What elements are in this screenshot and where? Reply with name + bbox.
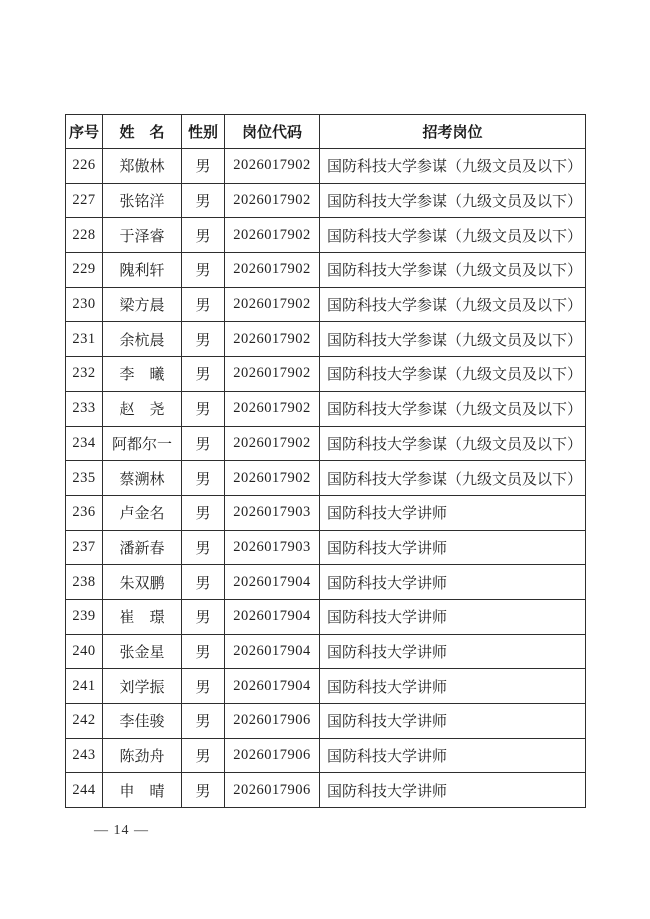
- cell-no: 244: [66, 773, 103, 808]
- table-row: [66, 495, 586, 530]
- cell-position: 国防科技大学参谋（九级文员及以下）: [320, 287, 586, 322]
- cell-no: 239: [66, 599, 103, 634]
- cell-code: 2026017902: [225, 391, 320, 426]
- cell-code: 2026017903: [225, 530, 320, 565]
- cell-name: 阿都尔一: [103, 426, 182, 461]
- cell-no: 235: [66, 461, 103, 496]
- cell-gender: 男: [182, 253, 225, 288]
- cell-code: 2026017902: [225, 287, 320, 322]
- cell-name: 隗利轩: [103, 253, 182, 288]
- cell-gender: 男: [182, 218, 225, 253]
- table-row: [66, 634, 586, 669]
- cell-position: 国防科技大学参谋（九级文员及以下）: [320, 357, 586, 392]
- cell-gender: 男: [182, 634, 225, 669]
- cell-no: 232: [66, 357, 103, 392]
- cell-name: 陈劲舟: [103, 738, 182, 773]
- cell-code: 2026017904: [225, 599, 320, 634]
- cell-name: 潘新春: [103, 530, 182, 565]
- table-body: [66, 149, 586, 808]
- cell-gender: 男: [182, 738, 225, 773]
- header-cell-no: 序号: [66, 115, 103, 149]
- cell-gender: 男: [182, 773, 225, 808]
- cell-gender: 男: [182, 357, 225, 392]
- cell-no: 226: [66, 149, 103, 184]
- cell-position: 国防科技大学讲师: [320, 773, 586, 808]
- table-row: [66, 738, 586, 773]
- table-row: [66, 149, 586, 184]
- cell-gender: 男: [182, 149, 225, 184]
- cell-name: 崔 璟: [103, 599, 182, 634]
- cell-gender: 男: [182, 530, 225, 565]
- cell-no: 241: [66, 669, 103, 704]
- cell-no: 238: [66, 565, 103, 600]
- table-row: [66, 218, 586, 253]
- cell-gender: 男: [182, 599, 225, 634]
- cell-gender: 男: [182, 391, 225, 426]
- table-row: [66, 599, 586, 634]
- table-row: [66, 357, 586, 392]
- cell-gender: 男: [182, 322, 225, 357]
- cell-gender: 男: [182, 426, 225, 461]
- page-number: — 14 —: [94, 823, 149, 838]
- header-cell-name: 姓 名: [103, 115, 182, 149]
- cell-gender: 男: [182, 704, 225, 739]
- table-row: [66, 322, 586, 357]
- cell-no: 242: [66, 704, 103, 739]
- table-row: [66, 253, 586, 288]
- table-row: [66, 461, 586, 496]
- cell-code: 2026017903: [225, 495, 320, 530]
- cell-position: 国防科技大学讲师: [320, 738, 586, 773]
- cell-no: 231: [66, 322, 103, 357]
- cell-name: 李佳骏: [103, 704, 182, 739]
- header-cell-code: 岗位代码: [225, 115, 320, 149]
- cell-code: 2026017902: [225, 149, 320, 184]
- cell-no: 227: [66, 183, 103, 218]
- cell-code: 2026017902: [225, 253, 320, 288]
- cell-no: 237: [66, 530, 103, 565]
- cell-code: 2026017904: [225, 669, 320, 704]
- cell-code: 2026017902: [225, 426, 320, 461]
- cell-position: 国防科技大学讲师: [320, 495, 586, 530]
- cell-code: 2026017904: [225, 565, 320, 600]
- header-cell-position: 招考岗位: [320, 115, 586, 149]
- cell-code: 2026017902: [225, 218, 320, 253]
- cell-gender: 男: [182, 669, 225, 704]
- cell-name: 蔡溯林: [103, 461, 182, 496]
- cell-name: 张金星: [103, 634, 182, 669]
- cell-code: 2026017902: [225, 461, 320, 496]
- cell-position: 国防科技大学讲师: [320, 634, 586, 669]
- table-row: [66, 183, 586, 218]
- cell-no: 243: [66, 738, 103, 773]
- cell-position: 国防科技大学参谋（九级文员及以下）: [320, 253, 586, 288]
- cell-no: 228: [66, 218, 103, 253]
- cell-code: 2026017902: [225, 322, 320, 357]
- cell-position: 国防科技大学参谋（九级文员及以下）: [320, 426, 586, 461]
- cell-position: 国防科技大学讲师: [320, 704, 586, 739]
- cell-code: 2026017906: [225, 738, 320, 773]
- cell-position: 国防科技大学讲师: [320, 565, 586, 600]
- cell-gender: 男: [182, 183, 225, 218]
- cell-no: 229: [66, 253, 103, 288]
- cell-position: 国防科技大学参谋（九级文员及以下）: [320, 218, 586, 253]
- cell-code: 2026017902: [225, 183, 320, 218]
- cell-code: 2026017906: [225, 773, 320, 808]
- cell-code: 2026017906: [225, 704, 320, 739]
- cell-position: 国防科技大学参谋（九级文员及以下）: [320, 461, 586, 496]
- cell-position: 国防科技大学讲师: [320, 599, 586, 634]
- cell-no: 234: [66, 426, 103, 461]
- table-row: [66, 669, 586, 704]
- cell-name: 余杭晨: [103, 322, 182, 357]
- header-cell-gender: 性别: [182, 115, 225, 149]
- cell-no: 233: [66, 391, 103, 426]
- cell-code: 2026017904: [225, 634, 320, 669]
- cell-name: 卢金名: [103, 495, 182, 530]
- table-row: [66, 704, 586, 739]
- cell-gender: 男: [182, 565, 225, 600]
- cell-name: 郑傲林: [103, 149, 182, 184]
- cell-name: 朱双鹏: [103, 565, 182, 600]
- cell-code: 2026017902: [225, 357, 320, 392]
- table-row: [66, 530, 586, 565]
- cell-name: 申 晴: [103, 773, 182, 808]
- cell-name: 张铭洋: [103, 183, 182, 218]
- cell-position: 国防科技大学讲师: [320, 669, 586, 704]
- table-row: [66, 426, 586, 461]
- table-header-row: [66, 115, 586, 149]
- cell-name: 刘学振: [103, 669, 182, 704]
- cell-gender: 男: [182, 461, 225, 496]
- cell-no: 240: [66, 634, 103, 669]
- cell-name: 梁方晨: [103, 287, 182, 322]
- cell-no: 230: [66, 287, 103, 322]
- table-row: [66, 773, 586, 808]
- table-row: [66, 391, 586, 426]
- cell-gender: 男: [182, 287, 225, 322]
- cell-position: 国防科技大学参谋（九级文员及以下）: [320, 322, 586, 357]
- cell-position: 国防科技大学参谋（九级文员及以下）: [320, 149, 586, 184]
- cell-position: 国防科技大学参谋（九级文员及以下）: [320, 391, 586, 426]
- cell-name: 赵 尧: [103, 391, 182, 426]
- recruitment-roster-table: [65, 114, 586, 808]
- table-row: [66, 565, 586, 600]
- cell-gender: 男: [182, 495, 225, 530]
- table-row: [66, 287, 586, 322]
- cell-no: 236: [66, 495, 103, 530]
- cell-position: 国防科技大学讲师: [320, 530, 586, 565]
- cell-position: 国防科技大学参谋（九级文员及以下）: [320, 183, 586, 218]
- cell-name: 于泽睿: [103, 218, 182, 253]
- cell-name: 李 曦: [103, 357, 182, 392]
